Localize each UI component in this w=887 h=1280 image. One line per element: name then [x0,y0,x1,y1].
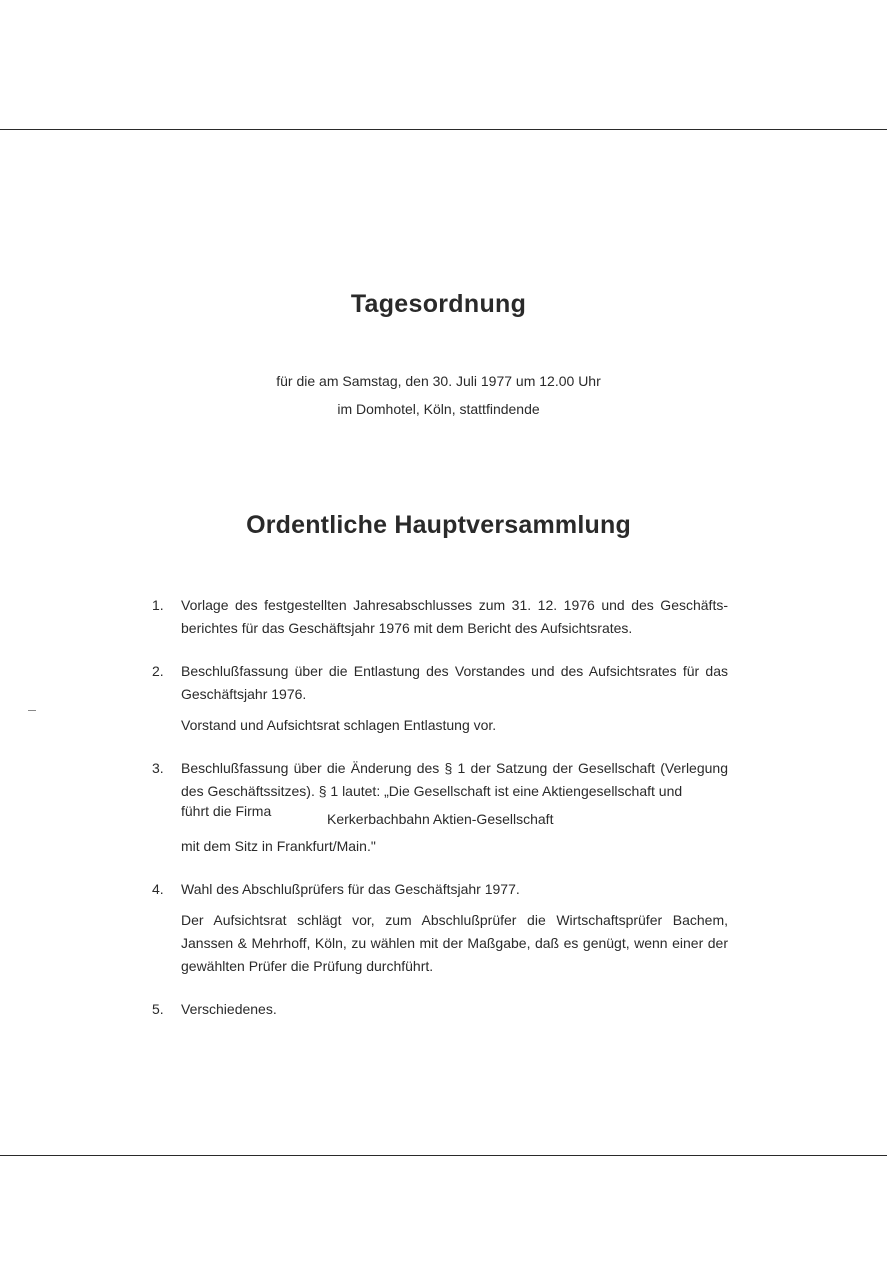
agenda-item-number: 4. [152,881,164,897]
agenda-item-number: 1. [152,597,164,613]
firma-label: führt die Firma [181,803,272,819]
bottom-rule [0,1155,887,1156]
firma-name: Kerkerbachbahn Aktien-Gesellschaft [327,811,554,827]
agenda-item-text: Verschiedenes. [181,1001,277,1017]
agenda-item-text: Wahl des Abschlußprüfers für das Geschäftsjahr 1977. [181,881,520,897]
agenda-item-number: 5. [152,1001,164,1017]
agenda-item-note: Vorstand und Aufsichtsrat schlagen Entlastung vor. [181,717,497,733]
top-rule [0,129,887,130]
agenda-item-text: Beschlußfassung über die Änderung des § 1 der Satzung der Gesellschaft (Verlegung des Geschäftssitzes). § 1 lautet: „Die Gesellschaft ist eine Aktiengesellschaft und [181,760,728,799]
agenda-item-number: 3. [152,760,164,776]
agenda-item-text: Vorlage des festgestellten Jahresabschlusses zum 31. 12. 1976 und des Geschäfts-berichtes für das Geschäftsjahr 1976 mit dem Bericht des Aufsichtsrates. [181,597,728,636]
agenda-item-2 [152,660,728,737]
agenda-item-text: Beschlußfassung über die Entlastung des Vorstandes und des Aufsichtsrates für das Geschäftsjahr 1976. [181,663,728,702]
section-heading: Ordentliche Hauptversammlung [246,511,631,539]
agenda-item-5 [152,998,728,1021]
agenda-item-3 [152,757,728,858]
firma-tail: mit dem Sitz in Frankfurt/Main." [181,838,376,854]
agenda-list [152,594,728,1041]
page-title: Tagesordnung [350,290,527,318]
intro-line-2: im Domhotel, Köln, stattfindende [337,401,540,417]
agenda-item-1 [152,594,728,640]
agenda-item-number: 2. [152,663,164,679]
agenda-item-note: Der Aufsichtsrat schlägt vor, zum Abschlußprüfer die Wirtschaftsprüfer Bachem, Janssen & Mehrhoff, Köln, zu wählen mit der Maßgabe, daß es genügt, wenn einer der gewählten Prüfer die Prüfung durchführt. [181,912,728,974]
firma-line [181,803,728,829]
scan-speck [28,710,36,711]
intro-line-1: für die am Samstag, den 30. Juli 1977 um 12.00 Uhr [276,373,601,389]
agenda-item-4 [152,878,728,978]
agenda-item-body [181,757,728,858]
agenda-item-body [181,594,728,640]
agenda-item-body [181,878,728,978]
agenda-item-body [181,660,728,737]
agenda-item-body [181,998,728,1021]
